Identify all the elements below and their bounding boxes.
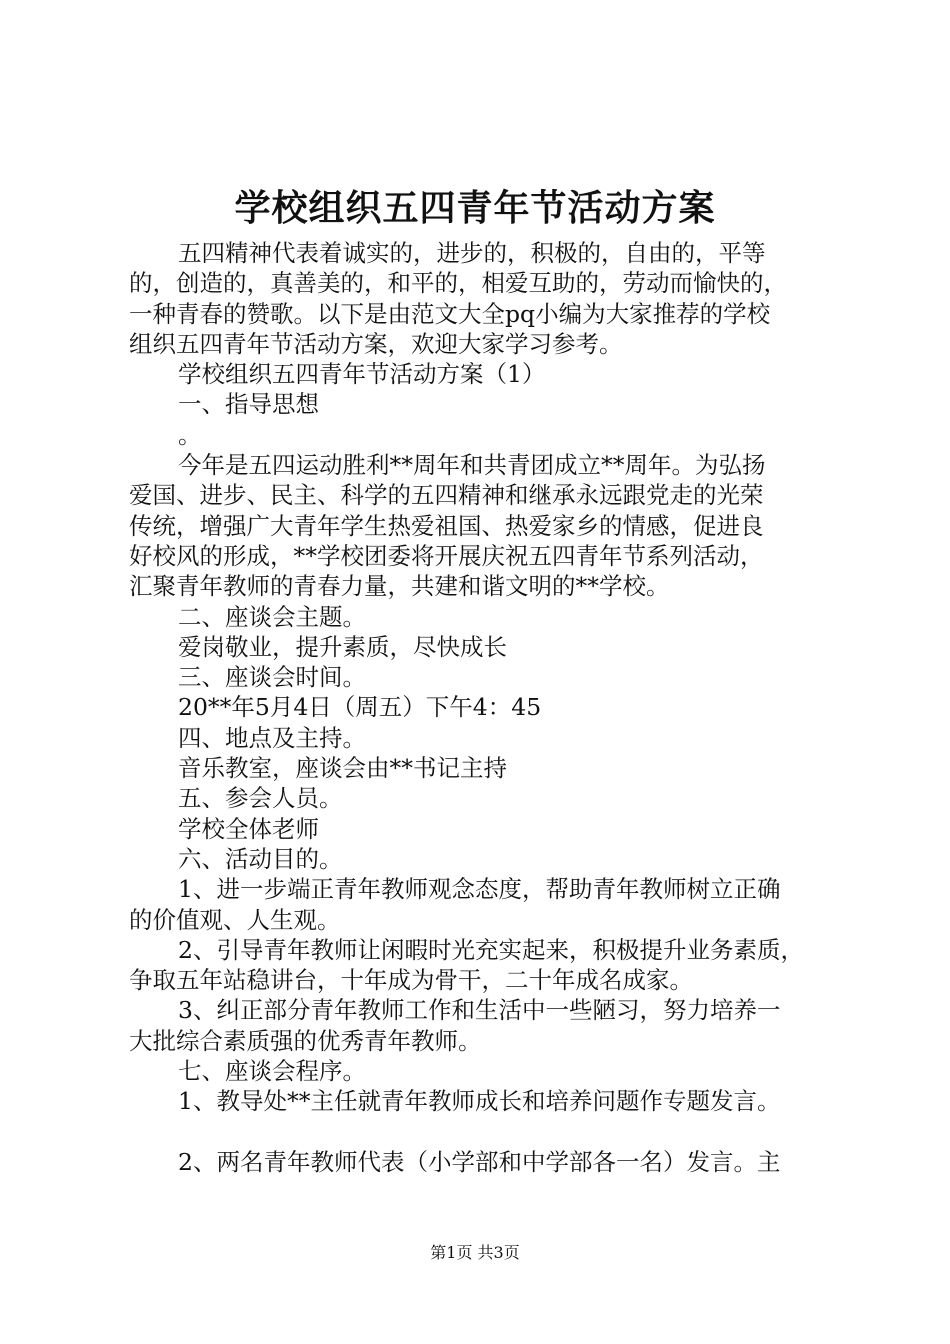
list-item-line: 大批综合素质强的优秀青年教师。	[129, 1026, 482, 1055]
document-title: 学校组织五四青年节活动方案	[234, 187, 716, 229]
section-heading: 四、地点及主持。	[178, 723, 366, 752]
paragraph-line: 的，创造的，真善美的，和平的，相爱互助的，劳动而愉快的，	[129, 269, 787, 298]
section-heading: 六、活动目的。	[178, 844, 343, 873]
list-item-line: 2、引导青年教师让闲暇时光充实起来，积极提升业务素质，	[178, 935, 804, 964]
section-heading: 一、指导思想	[178, 390, 319, 419]
paragraph-line: 20**年5月4日（周五）下午4：45	[178, 693, 542, 722]
list-item-line: 2、两名青年教师代表（小学部和中学部各一名）发言。主	[178, 1147, 781, 1176]
paragraph-line: 爱国、进步、民主、科学的五四精神和继承永远跟党走的光荣	[129, 481, 764, 510]
section-heading: 二、座谈会主题。	[178, 602, 366, 631]
page-footer: 第1页 共3页	[430, 1243, 520, 1262]
section-heading: 学校组织五四青年节活动方案（1）	[178, 360, 546, 389]
paragraph-line: 一种青春的赞歌。以下是由范文大全pq小编为大家推荐的学校	[129, 299, 771, 328]
paragraph-line: 汇聚青年教师的青春力量，共建和谐文明的**学校。	[129, 572, 670, 601]
paragraph-line: 五四精神代表着诚实的，进步的，积极的，自由的，平等	[178, 239, 766, 267]
paragraph-line: 爱岗敬业，提升素质，尽快成长	[178, 632, 507, 661]
document-body	[129, 238, 834, 1177]
section-heading: 三、座谈会时间。	[178, 663, 366, 692]
section-heading: 七、座谈会程序。	[178, 1057, 366, 1086]
paragraph-line: 音乐教室，座谈会由**书记主持	[178, 754, 507, 783]
paragraph-line: 传统，增强广大青年学生热爱祖国、热爱家乡的情感，促进良	[129, 511, 764, 540]
paragraph-line: 好校风的形成，**学校团委将开展庆祝五四青年节系列活动，	[129, 541, 764, 570]
list-item-line: 1、进一步端正青年教师观念态度，帮助青年教师树立正确	[178, 875, 781, 904]
list-item-line: 3、纠正部分青年教师工作和生活中一些陋习，努力培养一	[178, 996, 781, 1025]
paragraph-line: 学校全体老师	[178, 814, 319, 843]
paragraph-line: 今年是五四运动胜利**周年和共青团成立**周年。为弘扬	[178, 451, 766, 480]
list-item-line: 的价值观、人生观。	[129, 905, 341, 934]
list-item-line: 争取五年站稳讲台，十年成为骨干，二十年成名成家。	[129, 966, 693, 995]
paragraph-line: 组织五四青年节活动方案，欢迎大家学习参考。	[129, 329, 623, 358]
list-item-line: 1、教导处**主任就青年教师成长和培养问题作专题发言。	[178, 1087, 781, 1116]
paragraph-line: 。	[178, 420, 202, 449]
section-heading: 五、参会人员。	[178, 784, 343, 813]
